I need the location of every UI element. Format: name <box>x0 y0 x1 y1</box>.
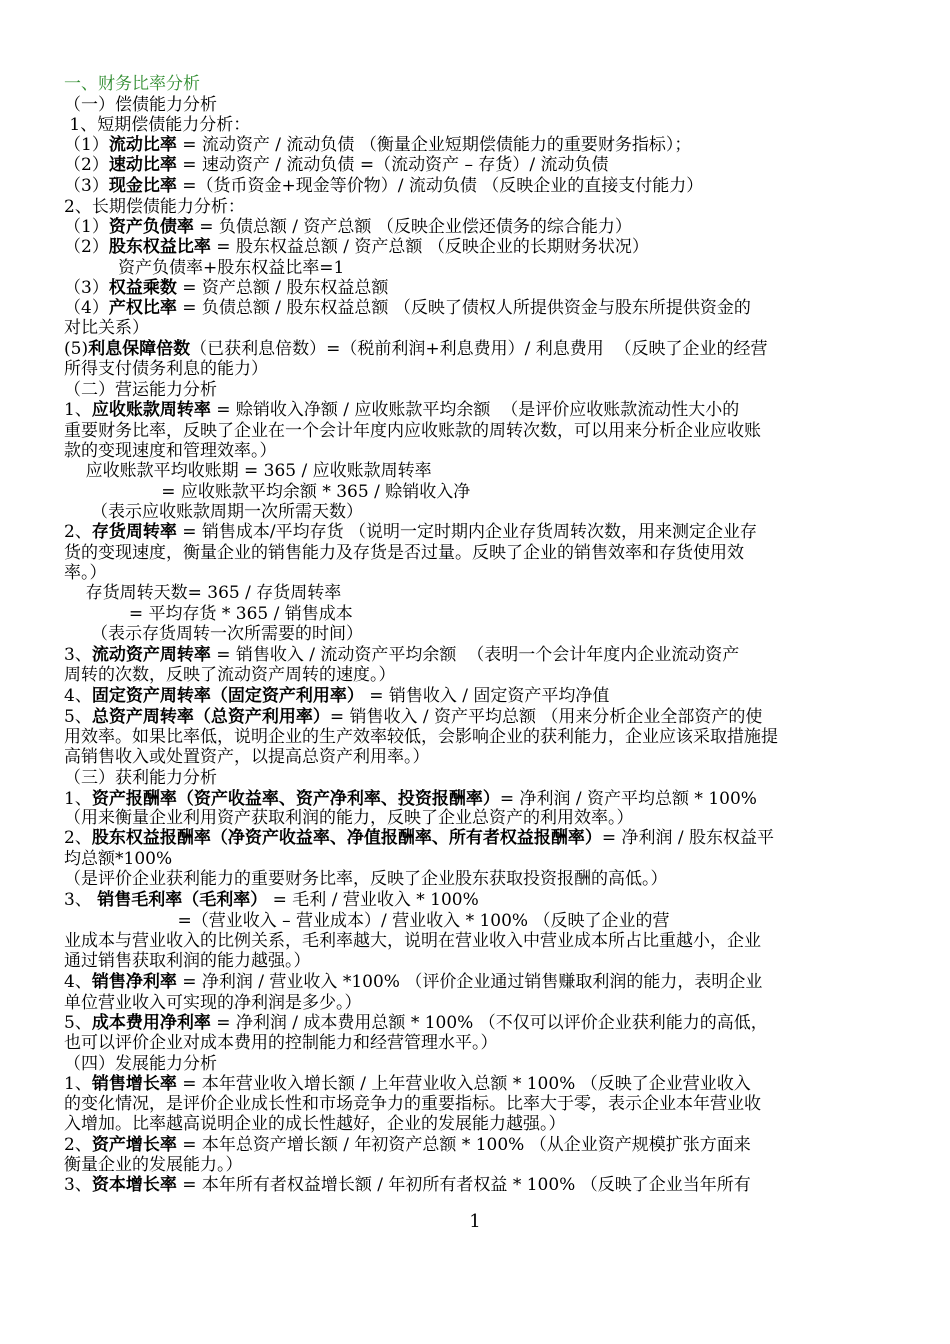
section-heading: 一、财务比率分析 <box>64 74 200 94</box>
line-text: （二）营运能力分析 <box>64 380 217 400</box>
line-text: 1、短期偿债能力分析： <box>64 115 251 135</box>
term-bold: 股东权益比率 <box>108 237 211 257</box>
text-line <box>64 441 277 461</box>
line-text: = 销售成本/平均存货 （说明一定时期内企业存货周转次数，用来测定企业存 <box>176 522 758 542</box>
line-text: （2） <box>64 155 109 175</box>
line-text: （1） <box>64 135 109 155</box>
term-bold: 资产报酬率（资产收益率、资产净利率、投资报酬率） <box>91 789 500 809</box>
text-line <box>64 543 744 563</box>
text-line <box>64 1094 761 1114</box>
line-text: 均总额*100% <box>64 849 173 869</box>
line-text: 款的变现速度和管理效率。） <box>64 441 277 461</box>
line-text: 2、 <box>64 1135 92 1155</box>
line-text: 2、长期偿债能力分析： <box>64 197 245 217</box>
text-line <box>64 747 430 767</box>
text-line <box>64 298 751 318</box>
line-text: = 流动资产 / 流动负债 （衡量企业短期偿债能力的重要财务指标）； <box>176 135 692 155</box>
line-text: = 股东权益总额 / 资产总额 （反映企业的长期财务状况） <box>210 237 649 257</box>
line-text: = 资产总额 / 股东权益总额 <box>176 278 389 298</box>
line-text: 资产负债率+股东权益比率=1 <box>64 258 345 278</box>
line-text: 单位营业收入可实现的净利润是多少。） <box>64 993 362 1013</box>
text-line <box>64 1054 217 1074</box>
line-text: （2） <box>64 237 109 257</box>
line-text: 应收账款平均收账期 = 365 / 应收账款周转率 <box>64 461 432 481</box>
term-bold: 股东权益报酬率（净资产收益率、净值报酬率、所有者权益报酬率） <box>91 828 602 848</box>
term-bold: 流动比率 <box>108 135 177 155</box>
term-bold: 销售净利率 <box>91 972 177 992</box>
line-text: （用来衡量企业利用资产获取利润的能力，反映了企业总资产的利用效率。） <box>64 808 634 828</box>
text-line <box>64 951 311 971</box>
line-text: = 应收账款平均余额 * 365 / 赊销收入净 <box>64 482 471 502</box>
line-text: 2、 <box>64 828 92 848</box>
line-text: 衡量企业的发展能力。） <box>64 1155 243 1175</box>
term-bold: 应收账款周转率 <box>91 400 211 420</box>
term-bold: 固定资产周转率（固定资产利用率） <box>91 686 364 706</box>
line-text: 5、 <box>64 707 92 727</box>
line-text: （表示存货周转一次所需要的时间） <box>64 624 364 644</box>
line-text: = 销售收入 / 资产平均总额 （用来分析企业全部资产的使 <box>329 707 763 727</box>
page-number: 1 <box>469 1211 481 1232</box>
line-text: = 负债总额 / 股东权益总额 （反映了债权人所提供资金与股东所提供资金的 <box>176 298 751 318</box>
term-bold: 存货周转率 <box>91 522 177 542</box>
text-line <box>64 707 762 727</box>
text-line <box>64 1135 751 1155</box>
line-text: = 净利润 / 成本费用总额 * 100% （不仅可以评价企业获利能力的高低， <box>210 1013 768 1033</box>
line-text: = 本年总资产增长额 / 年初资产总额 * 100% （从企业资产规模扩张方面来 <box>176 1135 751 1155</box>
term-bold: 流动资产周转率 <box>91 645 211 665</box>
line-text: 1、 <box>64 1074 92 1094</box>
text-line <box>64 1155 243 1175</box>
line-text: = 负债总额 / 资产总额 （反映企业偿还债务的综合能力） <box>193 217 632 237</box>
line-text: = 净利润 / 资产平均总额 * 100% <box>499 789 757 809</box>
text-line <box>64 563 107 583</box>
term-bold: 资本增长率 <box>91 1175 177 1195</box>
line-text: （一）偿债能力分析 <box>64 95 217 115</box>
line-text: （3） <box>64 278 109 298</box>
line-text: (5) <box>64 339 89 359</box>
text-line <box>64 624 363 644</box>
line-text: 存货周转天数= 365 / 存货周转率 <box>64 583 342 603</box>
line-text: = 速动资产 / 流动负债 =（流动资产 – 存货）/ 流动负债 <box>176 155 609 175</box>
term-bold: 资产负债率 <box>108 217 194 237</box>
line-text: 高销售收入或处置资产，以提高总资产利用率。） <box>64 747 430 767</box>
line-text: 对比关系） <box>64 318 149 338</box>
text-line <box>64 1013 768 1033</box>
line-text: 通过销售获取利润的能力越强。） <box>64 951 311 971</box>
text-line <box>64 993 362 1013</box>
text-line <box>64 217 632 237</box>
line-text: 用效率。如果比率低，说明企业的生产效率较低，会影响企业的获利能力，企业应该采取措施提 <box>64 727 778 747</box>
line-text: 所得支付债务利息的能力） <box>64 359 268 379</box>
line-text: 也可以评价企业对成本费用的控制能力和经营管理水平。） <box>64 1033 498 1053</box>
line-text: 1、 <box>64 789 92 809</box>
line-text: =（营业收入 – 营业成本）/ 营业收入 * 100% （反映了企业的营 <box>64 911 670 931</box>
term-bold: 总资产周转率（总资产利用率） <box>91 707 330 727</box>
term-bold: 现金比率 <box>108 176 177 196</box>
line-text: 周转的次数，反映了流动资产周转的速度。） <box>64 665 396 685</box>
line-text: （是评价企业获利能力的重要财务比率，反映了企业股东获取投资报酬的高低。） <box>64 869 668 889</box>
line-text: 4、 <box>64 972 92 992</box>
text-line <box>64 686 609 706</box>
term-bold: 成本费用净利率 <box>91 1013 211 1033</box>
text-line <box>64 237 649 257</box>
line-text: = 毛利 / 营业收入 * 100% <box>267 890 479 910</box>
text-line <box>64 318 149 338</box>
term-bold: 销售增长率 <box>91 1074 177 1094</box>
text-line <box>64 339 768 359</box>
line-text: （1） <box>64 217 109 237</box>
text-line <box>64 890 479 910</box>
text-line <box>64 155 609 175</box>
line-text: 1、 <box>64 400 92 420</box>
text-line <box>64 849 172 869</box>
text-line <box>64 1114 566 1134</box>
line-text: 5、 <box>64 1013 92 1033</box>
line-text: （已获利息倍数）=（税前利润+利息费用）/ 利息费用 （反映了企业的经营 <box>190 339 768 359</box>
text-line <box>64 278 388 298</box>
text-line <box>64 972 762 992</box>
text-line <box>64 727 778 747</box>
text-line <box>64 808 634 828</box>
line-text: （4） <box>64 298 109 318</box>
line-text: =（货币资金+现金等价物）/ 流动负债 （反映企业的直接支付能力） <box>176 176 704 196</box>
line-text: = 本年营业收入增长额 / 上年营业收入总额 * 100% （反映了企业营业收入 <box>176 1074 751 1094</box>
text-line <box>64 400 739 420</box>
line-text: 入增加。比率越高说明企业的成长性越好，企业的发展能力越强。） <box>64 1114 566 1134</box>
line-text: = 本年所有者权益增长额 / 年初所有者权益 * 100% （反映了企业当年所有 <box>176 1175 751 1195</box>
line-text: 率。） <box>64 563 107 583</box>
text-line <box>64 197 245 217</box>
line-text: = 净利润 / 股东权益平 <box>601 828 775 848</box>
line-text: = 净利润 / 营业收入 *100% （评价企业通过销售赚取利润的能力，表明企业 <box>176 972 763 992</box>
line-text: 业成本与营业收入的比例关系，毛利率越大，说明在营业收入中营业成本所占比重越小，企业 <box>64 931 761 951</box>
term-bold: 资产增长率 <box>91 1135 177 1155</box>
text-line <box>64 421 761 441</box>
text-line <box>64 583 341 603</box>
text-line <box>64 359 268 379</box>
text-line <box>64 931 761 951</box>
text-line <box>64 176 703 196</box>
term-bold: 权益乘数 <box>108 278 177 298</box>
line-text: 重要财务比率，反映了企业在一个会计年度内应收账款的周转次数，可以用来分析企业应收账 <box>64 421 761 441</box>
text-line <box>64 258 344 278</box>
text-line <box>64 482 470 502</box>
line-text: = 赊销收入净额 / 应收账款平均余额 （是评价应收账款流动性大小的 <box>210 400 740 420</box>
text-line <box>64 1033 498 1053</box>
text-line <box>64 461 432 481</box>
line-text: 4、 <box>64 686 92 706</box>
term-bold: 销售毛利率（毛利率） <box>97 890 268 910</box>
text-line <box>64 115 250 135</box>
text-line <box>64 911 669 931</box>
text-line <box>64 645 739 665</box>
line-text: 的变化情况，是评价企业成长性和市场竞争力的重要指标。比率大于零，表示企业本年营业收 <box>64 1094 761 1114</box>
text-line <box>64 869 668 889</box>
text-line <box>64 380 217 400</box>
line-text: 货的变现速度，衡量企业的销售能力及存货是否过量。反映了企业的销售效率和存货使用效 <box>64 543 744 563</box>
text-line <box>64 522 757 542</box>
line-text: = 平均存货 * 365 / 销售成本 <box>64 604 353 624</box>
line-text: （四）发展能力分析 <box>64 1054 217 1074</box>
line-text: 3、 <box>64 1175 92 1195</box>
line-text: = 销售收入 / 流动资产平均余额 （表明一个会计年度内企业流动资产 <box>210 645 740 665</box>
term-bold: 速动比率 <box>108 155 177 175</box>
line-text: （3） <box>64 176 109 196</box>
line-text: （表示应收账款周期一次所需天数） <box>64 502 364 522</box>
line-text: 2、 <box>64 522 92 542</box>
term-bold: 利息保障倍数 <box>88 339 191 359</box>
text-line <box>64 95 217 115</box>
text-line <box>64 665 396 685</box>
text-line <box>64 135 691 155</box>
text-line <box>64 1074 751 1094</box>
text-line <box>64 502 363 522</box>
text-line <box>64 789 757 809</box>
text-line <box>64 1175 751 1195</box>
text-line <box>64 604 353 624</box>
term-bold: 产权比率 <box>108 298 177 318</box>
line-text: 3、 <box>64 890 98 910</box>
line-text: = 销售收入 / 固定资产平均净值 <box>363 686 610 706</box>
text-line <box>64 74 200 94</box>
text-line <box>64 828 774 848</box>
line-text: （三）获利能力分析 <box>64 768 217 788</box>
line-text: 3、 <box>64 645 92 665</box>
text-line <box>64 768 217 788</box>
